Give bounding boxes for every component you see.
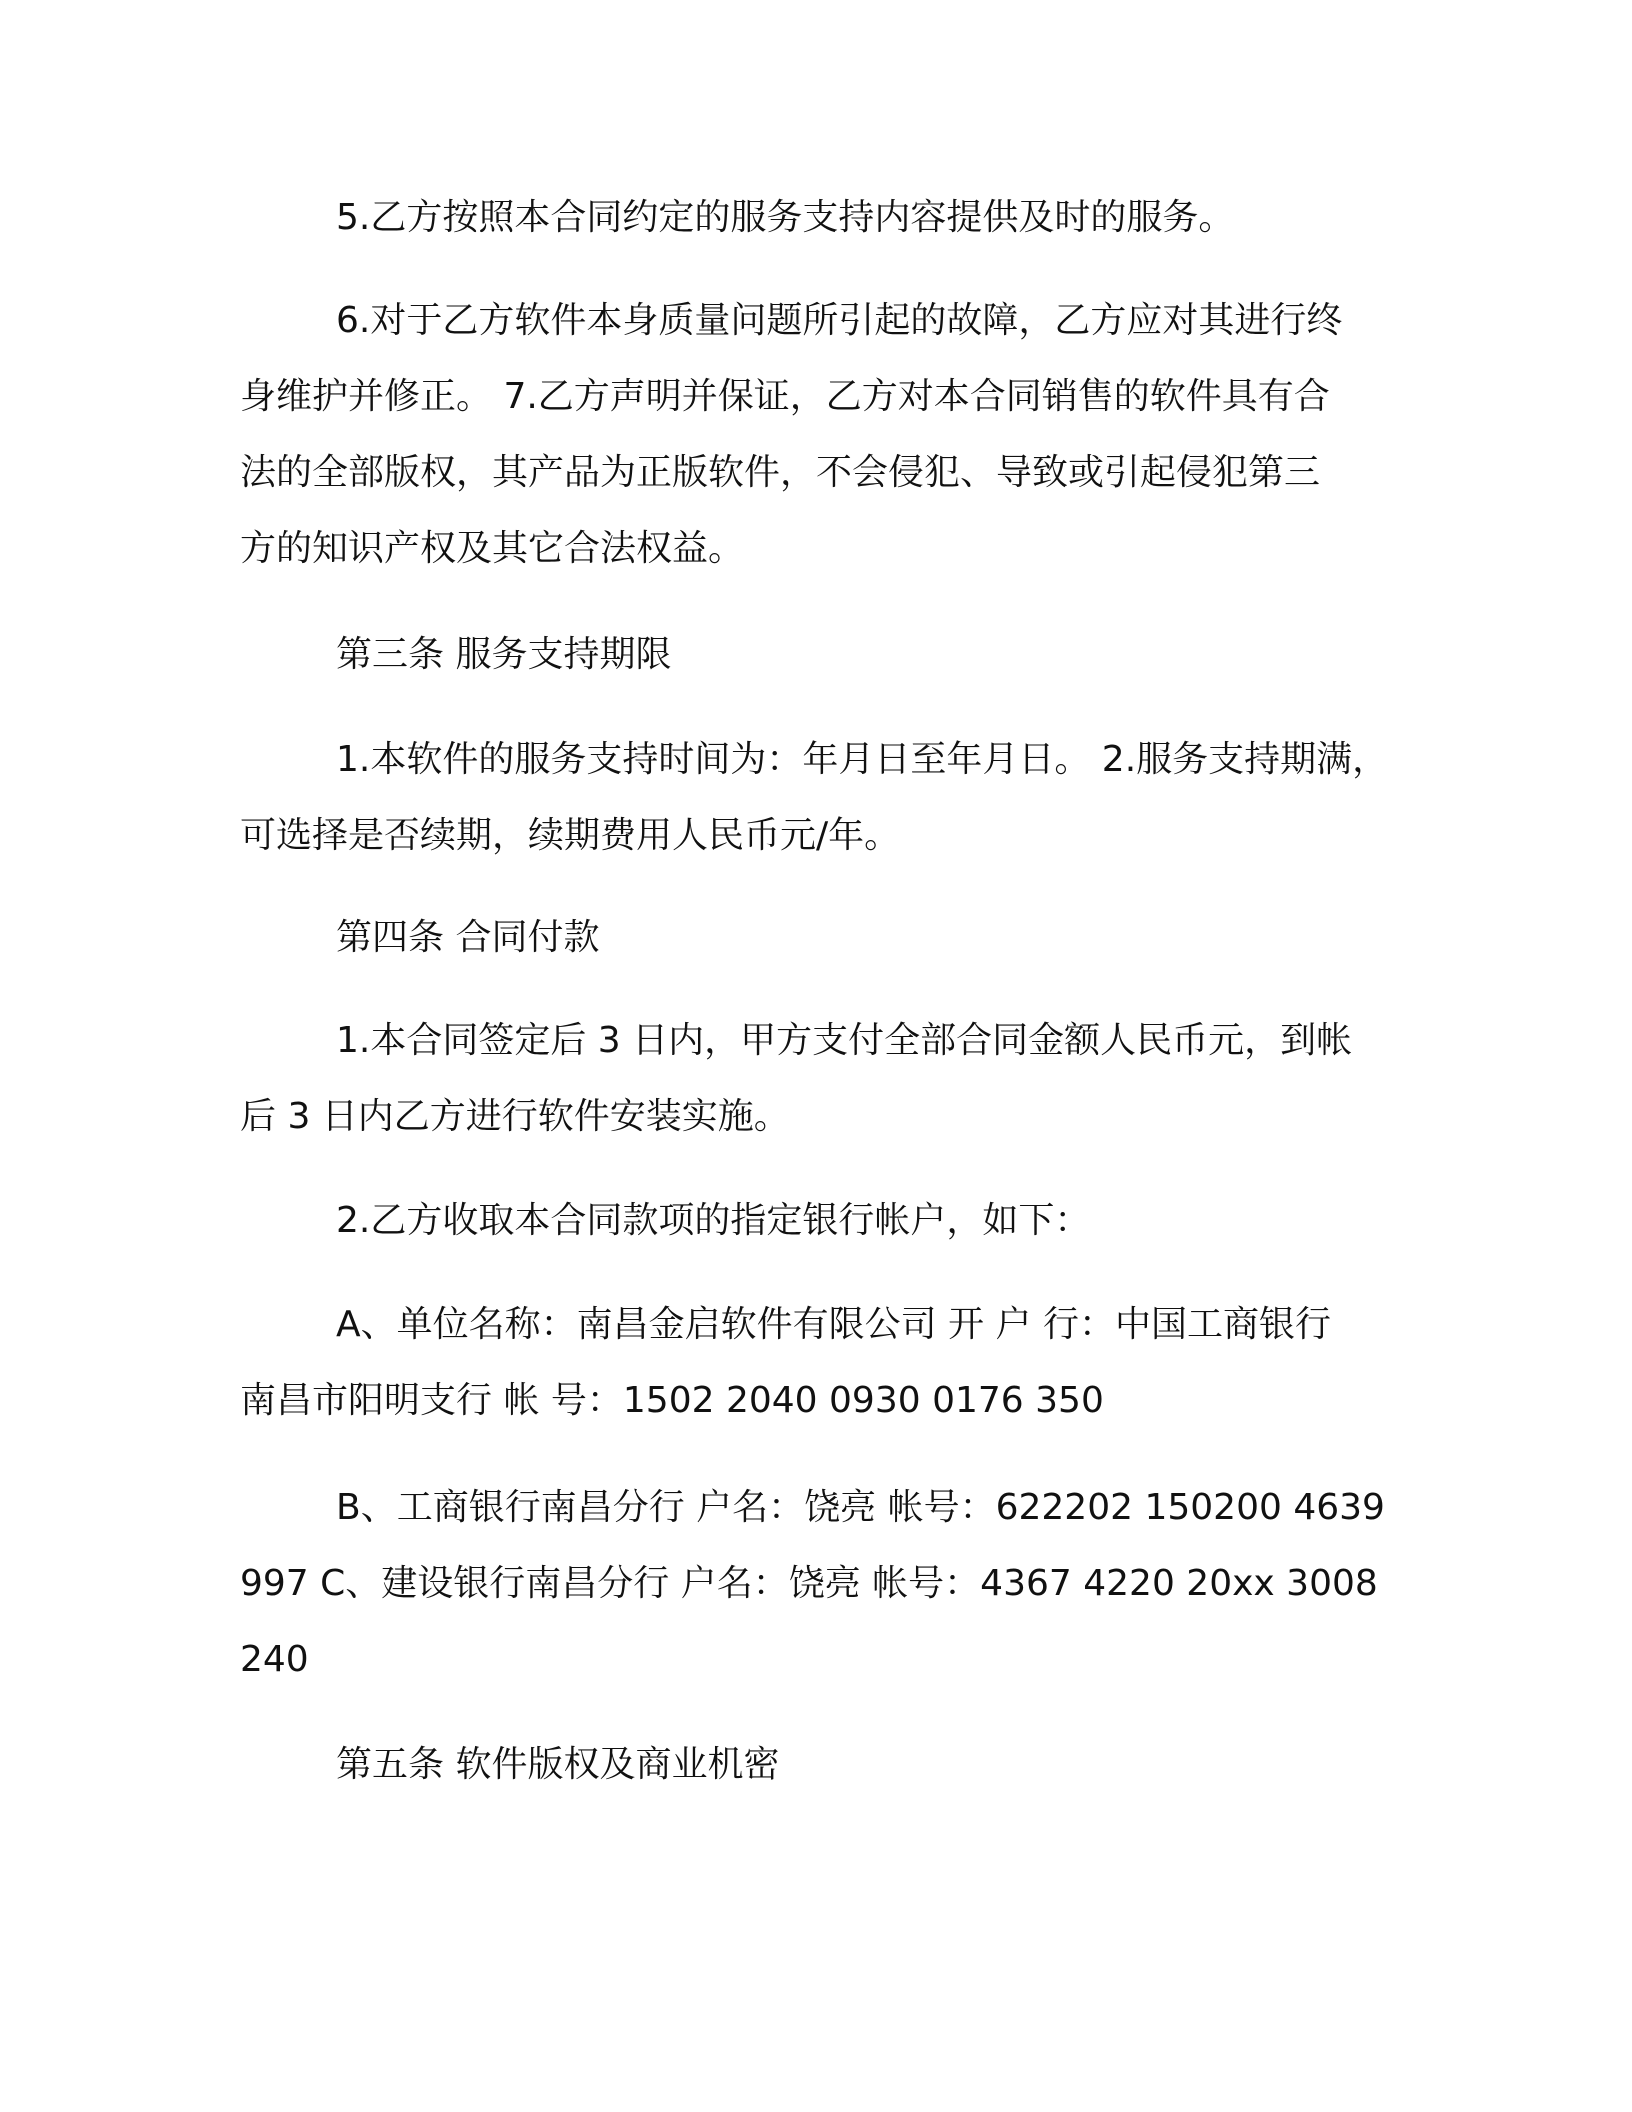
text-line: A、单位名称：南昌金启软件有限公司 开 户 行：中国工商银行 [336,1304,1331,1345]
text-line: 第五条 软件版权及商业机密 [336,1744,780,1785]
paragraph-bank-account-b-c [240,1470,1390,1698]
text-line: 方的知识产权及其它合法权益。 [240,528,745,569]
text-line: 2.乙方收取本合同款项的指定银行帐户，如下： [336,1200,1091,1241]
text-line: 身维护并修正。 7.乙方声明并保证，乙方对本合同销售的软件具有合 [240,376,1330,417]
section-heading-article-3 [240,617,1390,693]
paragraph-bank-account-intro [240,1183,1390,1259]
paragraph-bank-account-a [240,1287,1390,1439]
text-line: 240 [240,1639,309,1680]
text-line: 法的全部版权，其产品为正版软件，不会侵犯、导致或引起侵犯第三 [240,452,1321,493]
section-heading-article-5 [240,1727,1390,1803]
text-line: 1.本软件的服务支持时间为：年月日至年月日。 2.服务支持期满， [336,739,1389,780]
text-line: 6.对于乙方软件本身质量问题所引起的故障，乙方应对其进行终 [336,300,1343,341]
text-line: B、工商银行南昌分行 户名：饶亮 帐号：622202 150200 4639 [336,1487,1385,1528]
text-line: 后 3 日内乙方进行软件安装实施。 [240,1096,790,1137]
paragraph-support-period [240,722,1390,874]
text-line: 997 C、建设银行南昌分行 户名：饶亮 帐号：4367 4220 20xx 3008 [240,1563,1378,1604]
text-line: 南昌市阳明支行 帐 号：1502 2040 0930 0176 350 [240,1380,1104,1421]
text-line: 1.本合同签定后 3 日内，甲方支付全部合同金额人民币元，到帐 [336,1020,1353,1061]
section-heading-article-4 [240,900,1390,976]
text-line: 第三条 服务支持期限 [336,634,672,675]
paragraph-service-timely [240,180,1390,256]
paragraph-maintenance-copyright [240,283,1390,587]
paragraph-payment-terms [240,1003,1390,1155]
text-line: 可选择是否续期，续期费用人民币元/年。 [240,815,901,856]
text-line: 5.乙方按照本合同约定的服务支持内容提供及时的服务。 [336,197,1235,238]
text-line: 第四条 合同付款 [336,917,600,958]
